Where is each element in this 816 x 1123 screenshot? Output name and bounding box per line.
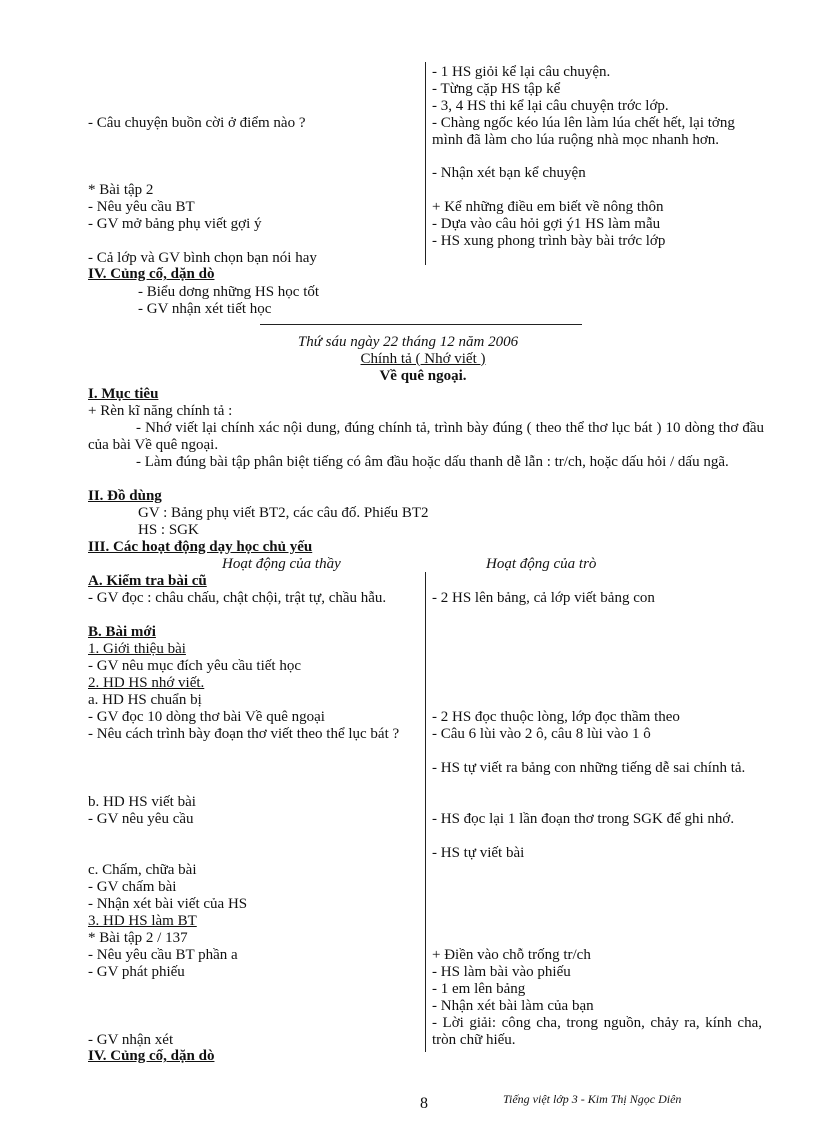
objectives-intro: + Rèn kĩ năng chính tả : (88, 403, 233, 419)
right-col-text: - HS tự viết bài (432, 845, 525, 861)
left-col-text: - GV đọc : châu chấu, chật chội, trật tự, chầu hẫu. (88, 590, 387, 606)
right-col-text: - Lời giải: công cha, trong nguồn, chảy ra, kính cha, tròn chữ hiếu. (432, 1015, 762, 1048)
right-col-text: - 3, 4 HS thi kể lại câu chuyện trớc lớp. (432, 98, 669, 114)
consolidation-heading: IV. Củng cố, dặn dò (88, 266, 215, 282)
lesson-subject (0, 351, 816, 368)
review-heading: A. Kiểm tra bài cũ (88, 573, 207, 589)
right-col-text: - HS đọc lại 1 lần đoạn thơ trong SGK để ghi nhớ. (432, 811, 735, 827)
section-heading (88, 1048, 214, 1065)
right-col-text: - Nhận xét bạn kể chuyện (432, 165, 586, 181)
left-col-text: - GV đọc 10 dòng thơ bài Về quê ngoại (88, 709, 325, 725)
left-col-text: - GV mở bảng phụ viết gợi ý (88, 216, 262, 232)
right-col-text: - Từng cặp HS tập kể (432, 81, 561, 97)
column-header-student: Hoạt động của trò (486, 556, 597, 572)
sub-heading (88, 913, 197, 930)
column-divider-top (425, 62, 426, 265)
left-col-text: - Nêu yêu cầu BT phần a (88, 947, 238, 963)
left-col-text: c. Chấm, chữa bài (88, 862, 197, 878)
right-col-text: + Kể những điều em biết về nông thôn (432, 199, 664, 215)
left-col-text: b. HD HS viết bài (88, 794, 196, 810)
left-col-text: - GV nêu yêu cầu (88, 811, 194, 827)
intro-heading: 1. Giới thiệu bài (88, 641, 186, 657)
right-col-text: - HS làm bài vào phiếu (432, 964, 571, 980)
column-divider-bottom (425, 572, 426, 1052)
left-col-text: * Bài tập 2 (88, 182, 154, 198)
right-col-text: - Câu 6 lùi vào 2 ô, câu 8 lùi vào 1 ô (432, 726, 651, 742)
sub-heading (88, 675, 204, 692)
right-col-text: - Nhận xét bài làm của bạn (432, 998, 594, 1014)
lesson-title: Về quê ngoại. (379, 368, 467, 384)
consolidation-item: - Biểu dơng những HS học tốt (138, 284, 320, 300)
left-col-text: * Bài tập 2 / 137 (88, 930, 188, 946)
right-col-text: - Dựa vào câu hỏi gợi ý1 HS làm mẫu (432, 216, 661, 232)
exercise-heading: 3. HD HS làm BT (88, 913, 197, 929)
right-col-text: - HS tự viết ra bảng con những tiếng dễ sai chính tả. (432, 760, 746, 776)
materials-label: II. Đồ dùng (88, 488, 162, 504)
left-col-text: - Nêu yêu cầu BT (88, 199, 195, 215)
right-col-text: - HS xung phong trình bày bài trớc lớp (432, 233, 666, 249)
section-heading (88, 266, 214, 283)
left-col-text: - GV nêu mục đích yêu cầu tiết học (88, 658, 301, 674)
left-col-text: - Nhận xét bài viết của HS (88, 896, 248, 912)
section-heading (88, 573, 207, 590)
materials-heading (88, 488, 162, 505)
consolidation-item: - GV nhận xét tiết học (138, 301, 272, 317)
left-col-text: - GV nhận xét (88, 1032, 174, 1048)
separator-line (260, 324, 582, 325)
left-col-text: a. HD HS chuẩn bị (88, 692, 202, 708)
activities-heading (88, 539, 312, 556)
subject-label: Chính tả ( Nhớ viết ) (360, 351, 486, 367)
objectives-label: I. Mục tiêu (88, 386, 159, 402)
section-heading (88, 624, 156, 641)
final-heading: IV. Củng cố, dặn dò (88, 1048, 215, 1064)
guide-heading: 2. HD HS nhớ viết. (88, 675, 205, 691)
right-col-text: - 2 HS đọc thuộc lòng, lớp đọc thầm theo (432, 709, 680, 725)
column-header-teacher: Hoạt động của thầy (222, 556, 341, 572)
page-number: 8 (420, 1095, 428, 1112)
right-col-text: - 1 HS giỏi kể lại câu chuyện. (432, 64, 611, 80)
lesson-date: Thứ sáu ngày 22 tháng 12 năm 2006 (297, 334, 519, 350)
new-lesson-heading: B. Bài mới (88, 624, 156, 640)
left-col-text: - GV chấm bài (88, 879, 177, 895)
right-col-text: + Điền vào chỗ trống tr/ch (432, 947, 591, 963)
right-col-text: - 2 HS lên bảng, cả lớp viết bảng con (432, 590, 655, 606)
activities-label: III. Các hoạt động dạy học chủ yếu (88, 539, 313, 555)
right-col-text: - Chàng ngốc kéo lúa lên làm lúa chết hết, lại tởng mình đã làm cho lúa ruộng nhà mọc nhanh hơn. (432, 115, 735, 148)
gv-materials: GV : Bảng phụ viết BT2, các câu đố. Phiếu BT2 (138, 505, 429, 521)
right-col-text: - 1 em lên bảng (432, 981, 526, 997)
objectives-heading (88, 386, 158, 403)
hs-materials: HS : SGK (138, 522, 199, 538)
objective-item: - Làm đúng bài tập phân biệt tiếng có âm đầu hoặc dấu thanh dễ lẫn : tr/ch, hoặc dấu hỏi / dấu ngã. (136, 454, 729, 470)
sub-heading (88, 641, 186, 658)
objective-item: - Nhớ viết lại chính xác nội dung, đúng chính tả, trình bày đúng ( theo thể thơ lục bát ) 10 dòng thơ đầu của bài Về quê ngoại. (88, 420, 764, 453)
left-col-text: - Nêu cách trình bày đoạn thơ viết theo thể lục bát ? (88, 726, 400, 742)
left-col-text: - GV phát phiếu (88, 964, 185, 980)
left-col-text: - Câu chuyện buồn cời ở điểm nào ? (88, 115, 306, 131)
footer-credit: Tiếng việt lớp 3 - Kim Thị Ngọc Diên (503, 1092, 682, 1106)
left-col-text: - Cả lớp và GV bình chọn bạn nói hay (88, 250, 317, 266)
